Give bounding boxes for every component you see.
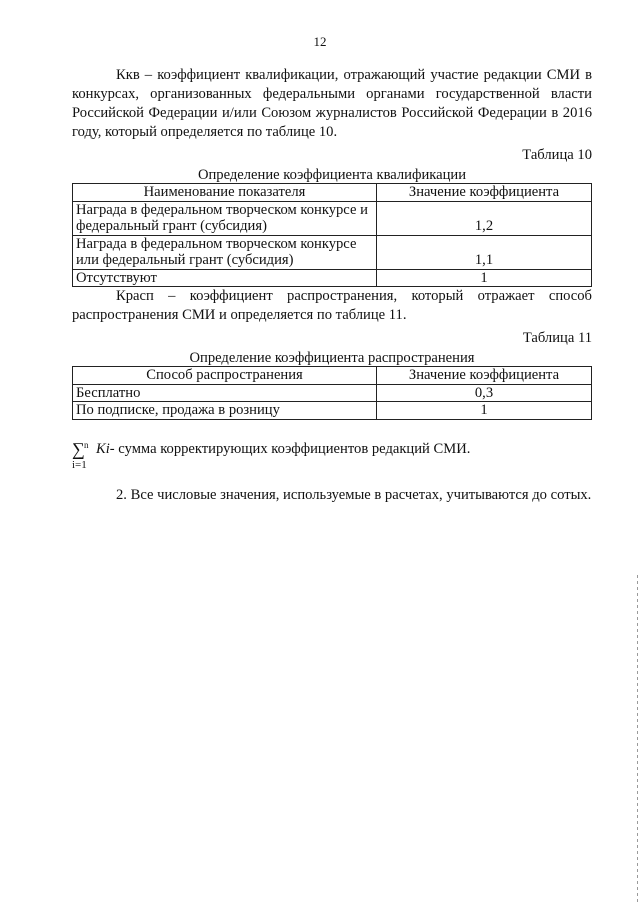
- document-body: [72, 66, 592, 505]
- table-row: [73, 384, 592, 402]
- table11-label: Таблица 11: [522, 330, 592, 346]
- table10-caption: Определение коэффициента квалификации: [197, 167, 467, 183]
- sum-lower-limit: i=1: [72, 458, 87, 471]
- table11-header-name: Способ распространения: [73, 367, 377, 385]
- table10-row3-name: Отсутствуют: [73, 269, 377, 287]
- table10-row3-value: 1: [377, 269, 592, 287]
- sum-symbol: [72, 440, 108, 474]
- table11-row1-name: Бесплатно: [73, 384, 377, 402]
- table11-row2-value: 1: [377, 402, 592, 420]
- table10-row2-value: 1,1: [377, 235, 592, 269]
- table10-row1-value: 1,2: [377, 201, 592, 235]
- sum-variable: Ki: [96, 440, 110, 457]
- table-header-row: [73, 367, 592, 385]
- table10-row2-name: Награда в федеральном творческом конкурсе или федеральный грант (субсидия): [73, 235, 377, 269]
- table10-header-value: Значение коэффициента: [377, 184, 592, 202]
- table-row: [73, 235, 592, 269]
- paragraph-krasp: Красп – коэффициент распространения, который отражает способ распространения СМИ и определяется по таблице 11.: [72, 288, 592, 323]
- table11-row2-name: По подписке, продажа в розницу: [73, 402, 377, 420]
- table11-row1-value: 0,3: [377, 384, 592, 402]
- sum-upper-limit: n: [84, 439, 89, 450]
- table-11: [72, 366, 592, 420]
- sum-description: - сумма корректирующих коэффициентов редакций СМИ.: [109, 440, 471, 457]
- page-number: 12: [313, 34, 327, 49]
- table-header-row: [73, 184, 592, 202]
- table10-header-name: Наименование показателя: [73, 184, 377, 202]
- table-row: [73, 269, 592, 287]
- table10-row1-name: Награда в федеральном творческом конкурсе и федеральный грант (субсидия): [73, 201, 377, 235]
- table-10: [72, 183, 592, 287]
- sum-formula-line: [72, 440, 592, 474]
- table-row: [73, 201, 592, 235]
- paragraph-final: 2. Все числовые значения, используемые в расчетах, учитываются до сотых.: [116, 486, 592, 503]
- table11-caption: Определение коэффициента распространения: [189, 350, 475, 366]
- sigma-symbol: ∑: [72, 438, 85, 459]
- table11-header-value: Значение коэффициента: [377, 367, 592, 385]
- paragraph-kkv: Ккв – коэффициент квалификации, отражающий участие редакции СМИ в конкурсах, организованных федеральными органами государственной власти Российской Федерации и/или Союзом журналистов Российской Федерации в 2016 году, который определяется по таблице 10.: [72, 67, 592, 140]
- scan-edge-line: [637, 575, 638, 905]
- table-row: [73, 402, 592, 420]
- table10-label: Таблица 10: [522, 147, 592, 163]
